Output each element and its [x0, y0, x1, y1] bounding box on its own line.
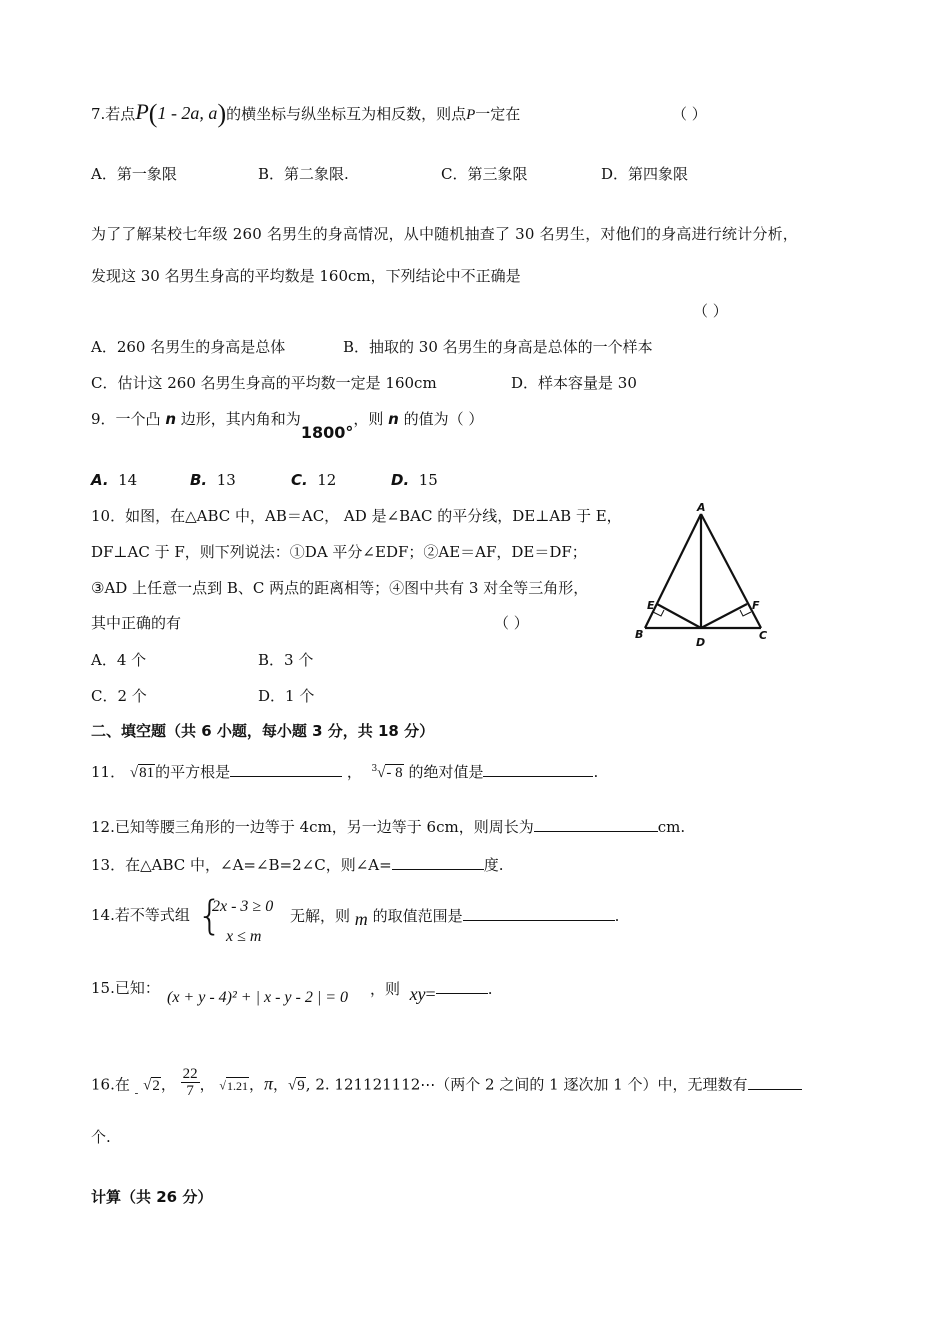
q9-angle: 1800°: [300, 423, 354, 442]
q10-answer-bracket: （ ）: [494, 614, 529, 632]
q8-answer-bracket: （ ）: [693, 302, 728, 320]
q10-option-d: D．1 个: [258, 687, 315, 705]
q8-option-b: B．抽取的 30 名男生的身高是总体的一个样本: [343, 338, 653, 356]
fig-label-c: C: [759, 629, 768, 642]
q7-option-a: A．第一象限: [91, 165, 177, 183]
section2-heading: 二、填空题（共 6 小题，每小题 3 分，共 18 分）: [91, 722, 435, 740]
q11-radicand-1: 81: [139, 765, 155, 781]
q16-line: 16.在 $_-$ √2， $\frac{22}{7}$ ， √1.21，π，√9, 2. 121121112⋯（两个 2 之间的 1 逐次加 1 个）中，无理数有: [91, 1069, 802, 1102]
q7-option-d: D．第四象限: [601, 165, 689, 183]
fig-label-d: D: [696, 636, 706, 649]
q8-option-c: C．估计这 260 名男生身高的平均数一定是 160cm: [91, 374, 437, 392]
q13-line: 13．在△ABC 中，∠A=∠B=2∠C，则∠A= 度.: [91, 856, 504, 874]
brace-icon: {: [197, 893, 223, 939]
q9-n: n: [165, 410, 177, 428]
q13-blank: [392, 855, 484, 870]
q7-line: 7.若点P(1 - 2a, a)的横坐标与纵坐标互为相反数，则点P一定在: [91, 99, 521, 128]
q7-prefix: 7.若点: [91, 105, 136, 123]
q14-prefix: 14.若不等式组: [91, 906, 190, 924]
q14-blank: [463, 906, 615, 921]
q10-line4: 其中正确的有: [91, 614, 182, 632]
triangle-figure: [628, 500, 778, 652]
q9-line: 9．一个凸 n 边形，其内角和为1800°，则 n 的值为（ ）: [91, 410, 484, 442]
q16-pi: π: [264, 1073, 274, 1094]
q11-blank-1: [230, 762, 342, 777]
q11-blank-2: [483, 762, 593, 777]
q10-option-c: C．2 个: [91, 687, 147, 705]
q16-root-121: 1.21: [226, 1078, 248, 1093]
q7-coords: 1 - 2a, a: [157, 103, 218, 123]
q15-tail: ，则 xy= .: [370, 980, 493, 1004]
q16-root-2: 2: [152, 1077, 160, 1094]
q10-line1: 10．如图，在△ABC 中，AB＝AC， AD 是∠BAC 的平分线，DE⊥AB 于 E，: [91, 507, 622, 525]
q8-line1: 为了了解某校七年级 260 名男生的身高情况，从中随机抽查了 30 名男生，对他们的身高进行统计分析，: [91, 225, 798, 243]
q14-inequality-1: 2x - 3 ≥ 0: [212, 898, 274, 915]
q9-n2: n: [388, 410, 399, 428]
q16-tail: 个.: [91, 1128, 111, 1146]
q14-inequality-2: x ≤ m: [226, 928, 262, 945]
fig-label-b: B: [635, 628, 644, 641]
q15-prefix: 15.已知：: [91, 979, 160, 997]
q11-radicand-2: - 8: [386, 765, 403, 781]
q8-line2: 发现这 30 名男生身高的平均数是 160cm，下列结论中不正确是: [91, 267, 521, 285]
q9-option-a: A. 14: [91, 471, 138, 489]
q7-point: P: [135, 99, 149, 124]
fig-label-f: F: [752, 599, 760, 612]
q7-answer-bracket: （ ）: [672, 105, 707, 123]
q12-blank: [534, 817, 658, 832]
fig-label-e: E: [647, 599, 655, 612]
q14-tail: 无解，则 m 的取值范围是 .: [290, 907, 620, 929]
fig-label-a: A: [697, 501, 706, 514]
q15-expression: (x + y - 4)² + | x - y - 2 | = 0: [167, 989, 349, 1006]
q16-fraction: $\frac{22}{7}$: [182, 1066, 198, 1099]
q9-option-d: D. 15: [391, 471, 438, 489]
q15-blank: [436, 979, 488, 994]
q10-option-a: A．4 个: [91, 651, 147, 669]
q16-root-9: 9: [297, 1077, 305, 1094]
q12-line: 12.已知等腰三角形的一边等于 4cm，另一边等于 6cm，则周长为 cm.: [91, 818, 686, 836]
q8-option-a: A．260 名男生的身高是总体: [91, 338, 286, 356]
q10-line3: ③AD 上任意一点到 B、C 两点的距离相等；④图中共有 3 对全等三角形，: [91, 579, 589, 597]
q9-option-b: B. 13: [190, 471, 236, 489]
q16-blank: [748, 1075, 802, 1090]
q11-line: 11． √81的平方根是 ， $^3$√- 8 的绝对值是 .: [91, 763, 599, 781]
q7-option-b: B．第二象限.: [258, 165, 349, 183]
q9-option-c: C. 12: [291, 471, 337, 489]
q8-option-d: D．样本容量是 30: [511, 374, 637, 392]
section3-heading: 计算（共 26 分）: [91, 1188, 213, 1206]
q10-option-b: B．3 个: [258, 651, 314, 669]
q10-line2: DF⊥AC 于 F，则下列说法：①DA 平分∠EDF；②AE＝AF，DE＝DF；: [91, 543, 587, 561]
q7-option-c: C．第三象限: [441, 165, 528, 183]
